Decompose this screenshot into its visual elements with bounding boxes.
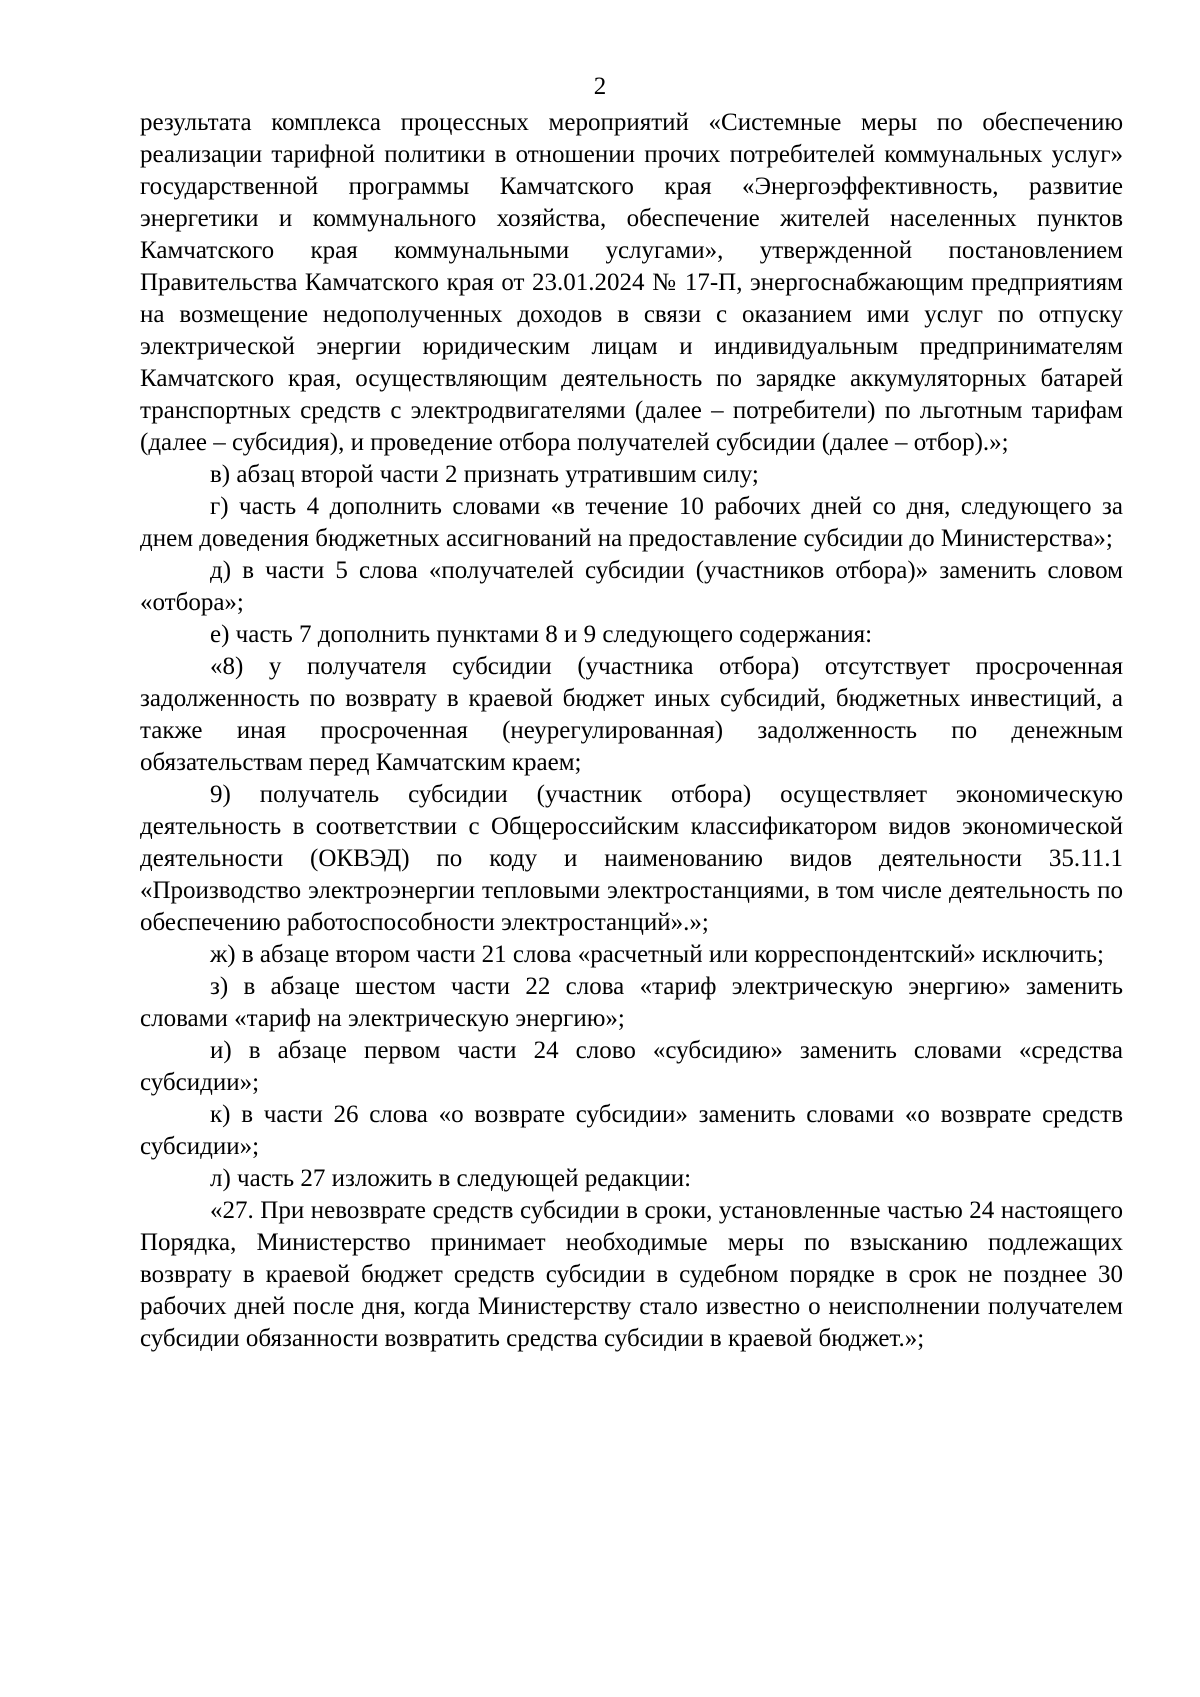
paragraph-point-27: «27. При невозврате средств субсидии в сроки, установленные частью 24 настоящего Порядка, Министерство принимает необходимые меры по взысканию подлежащих возврату в краевой бюджет средств субсидии в судебном порядке в срок не позднее 30 рабочих дней после дня, когда Министерству стало известно о неисполнении получателем субсидии обязанности возвратить средства субсидии в краевой бюджет.»;: [140, 1197, 1123, 1352]
paragraph-item-zh: ж) в абзаце втором части 21 слова «расчетный или корреспондентский» исключить;: [210, 941, 1104, 968]
paragraph-point-8: «8) у получателя субсидии (участника отбора) отсутствует просроченная задолженность по возврату в краевой бюджет иных субсидий, бюджетных инвестиций, а также иная просроченная (неурегулированная) задолженность по денежным обязательствам перед Камчатским краем;: [140, 653, 1123, 776]
paragraph-item-v: в) абзац второй части 2 признать утратившим силу;: [210, 461, 759, 488]
document-body: [140, 107, 1123, 1355]
paragraph-intro-continuation: результата комплекса процессных мероприятий «Системные меры по обеспечению реализации тарифной политики в отношении прочих потребителей коммунальных услуг» государственной программы Камчатского края «Энергоэффективность, развитие энергетики и коммунального хозяйства, обеспечение жителей населенных пунктов Камчатского края коммунальными услугами», утвержденной постановлением Правительства Камчатского края от 23.01.2024 № 17-П, энергоснабжающим предприятиям на возмещение недополученных доходов в связи с оказанием ими услуг по отпуску электрической энергии юридическим лицам и индивидуальным предпринимателям Камчатского края, осуществляющим деятельность по зарядке аккумуляторных батарей транспортных средств с электродвигателями (далее – потребители) по льготным тарифам (далее – субсидия), и проведение отбора получателей субсидии (далее – отбор).»;: [140, 109, 1123, 456]
paragraph-item-k: к) в части 26 слова «о возврате субсидии» заменить словами «о возврате средств субсидии»;: [140, 1101, 1123, 1160]
paragraph-item-d: д) в части 5 слова «получателей субсидии (участников отбора)» заменить словом «отбора»;: [140, 557, 1123, 616]
paragraph-item-g: г) часть 4 дополнить словами «в течение 10 рабочих дней со дня, следующего за днем доведения бюджетных ассигнований на предоставление субсидии до Министерства»;: [140, 493, 1123, 552]
paragraph-item-i: и) в абзаце первом части 24 слово «субсидию» заменить словами «средства субсидии»;: [140, 1037, 1123, 1096]
paragraph-item-l: л) часть 27 изложить в следующей редакции:: [210, 1165, 692, 1192]
page-number: 2: [593, 73, 607, 100]
paragraph-item-e: е) часть 7 дополнить пунктами 8 и 9 следующего содержания:: [210, 621, 873, 648]
paragraph-item-z: з) в абзаце шестом части 22 слова «тариф электрическую энергию» заменить словами «тариф на электрическую энергию»;: [140, 973, 1123, 1032]
paragraph-point-9: 9) получатель субсидии (участник отбора) осуществляет экономическую деятельность в соответствии с Общероссийским классификатором видов экономической деятельности (ОКВЭД) по коду и наименованию видов деятельности 35.11.1 «Производство электроэнергии тепловыми электростанциями, в том числе деятельность по обеспечению работоспособности электростанций».»;: [140, 781, 1123, 936]
